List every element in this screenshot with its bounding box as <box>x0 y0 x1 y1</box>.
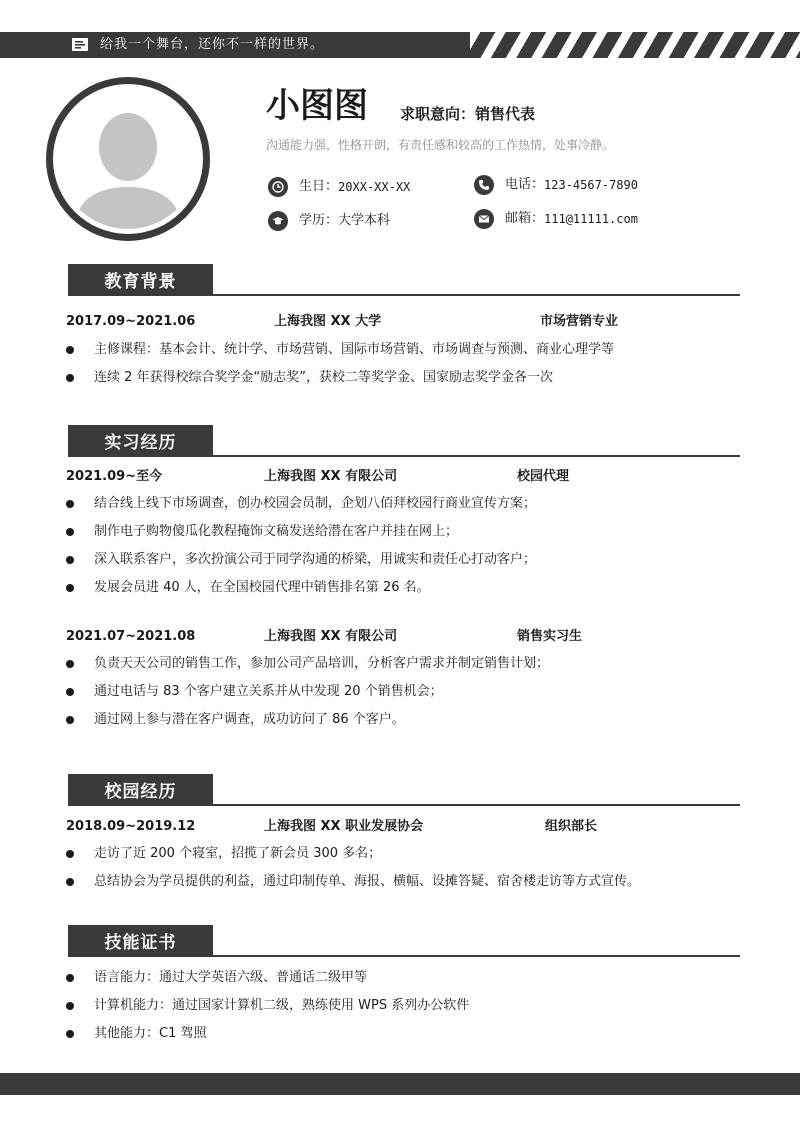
entry-date: 2021.07~2021.08 <box>66 629 196 644</box>
birthday-label: 生日： <box>299 179 339 194</box>
bullet-dot <box>66 374 74 382</box>
email-value: 111@11111.com <box>544 212 638 226</box>
phone-icon <box>474 175 494 195</box>
entry-date: 2021.09~至今 <box>66 469 163 484</box>
entry-organization: 上海我图 XX 有限公司 <box>264 629 398 644</box>
bullet-dot <box>66 556 74 564</box>
bullet-text: 发展会员进 40 人，在全国校园代理中销售排名第 26 名。 <box>94 580 430 595</box>
internship-entry-header <box>66 627 746 647</box>
email-row <box>474 209 638 229</box>
education-entry-header <box>66 312 746 332</box>
bullet-text: 深入联系客户，多次扮演公司于同学沟通的桥梁，用诚实和责任心打动客户； <box>94 552 537 567</box>
bullet-dot <box>66 346 74 354</box>
bullet-dot <box>66 1030 74 1038</box>
phone-label: 电话： <box>505 177 545 192</box>
bullet-dot <box>66 1002 74 1010</box>
profile-summary: 沟通能力强，性格开朗，有责任感和较高的工作热情，处事冷静。 <box>266 138 615 152</box>
education-value: 大学本科 <box>338 213 391 228</box>
entry-role: 市场营销专业 <box>540 314 619 329</box>
mail-icon <box>474 209 494 229</box>
entry-date: 2017.09~2021.06 <box>66 314 196 329</box>
campus-entry-header <box>66 817 746 837</box>
objective-value: 销售代表 <box>475 105 536 123</box>
bottom-bar <box>0 1073 800 1095</box>
clock-icon <box>268 177 288 197</box>
bullet-text: 主修课程：基本会计、统计学、市场营销、国际市场营销、市场调查与预测、商业心理学等 <box>94 342 615 357</box>
birthday-row <box>268 177 410 197</box>
bullet-dot <box>66 716 74 724</box>
entry-organization: 上海我图 XX 有限公司 <box>264 469 398 484</box>
section-title-education: 教育背景 <box>68 264 213 294</box>
slogan: 给我一个舞台，还你不一样的世界。 <box>100 37 325 52</box>
bullet-dot <box>66 850 74 858</box>
phone-row <box>474 175 638 195</box>
entry-role: 校园代理 <box>517 469 570 484</box>
section-title-skills: 技能证书 <box>68 925 213 955</box>
job-objective <box>400 104 535 124</box>
candidate-name: 小图图 <box>266 86 368 126</box>
bullet-text: 制作电子购物傻瓜化教程掩饰文稿发送给潜在客户并挂在网上； <box>94 524 459 539</box>
education-label: 学历： <box>299 213 339 228</box>
email-label: 邮箱： <box>505 211 545 226</box>
banner-stripes <box>470 32 800 58</box>
person-silhouette-icon <box>58 89 198 229</box>
bullet-dot <box>66 528 74 536</box>
bullet-text: 其他能力：C1 驾照 <box>94 1026 207 1041</box>
section-divider <box>68 294 740 296</box>
top-banner <box>0 32 800 58</box>
section-title-internship: 实习经历 <box>68 425 213 455</box>
bullet-text: 连续 2 年获得校综合奖学金“励志奖”，获校二等奖学金、国家励志奖学金各一次 <box>94 370 554 385</box>
graduation-cap-icon <box>268 211 288 231</box>
birthday-value: 20XX-XX-XX <box>338 180 411 194</box>
bullet-dot <box>66 688 74 696</box>
section-divider <box>68 455 740 457</box>
avatar <box>46 77 210 241</box>
entry-date: 2018.09~2019.12 <box>66 819 196 834</box>
section-title-campus: 校园经历 <box>68 774 213 804</box>
section-divider <box>68 955 740 957</box>
bullet-text: 负责天天公司的销售工作，参加公司产品培训，分析客户需求并制定销售计划； <box>94 656 550 671</box>
internship-entry-header <box>66 467 746 487</box>
bullet-dot <box>66 878 74 886</box>
section-divider <box>68 804 740 806</box>
bullet-text: 通过网上参与潜在客户调查，成功访问了 86 个客户。 <box>94 712 405 727</box>
entry-organization: 上海我图 XX 职业发展协会 <box>264 819 424 834</box>
bullet-text: 走访了近 200 个寝室，招揽了新会员 300 多名； <box>94 846 382 861</box>
phone-value: 123-4567-7890 <box>544 178 638 192</box>
bullet-dot <box>66 660 74 668</box>
objective-label: 求职意向： <box>400 105 476 123</box>
entry-organization: 上海我图 XX 大学 <box>274 314 382 329</box>
entry-role: 销售实习生 <box>517 629 583 644</box>
flag-icon <box>72 38 88 51</box>
bullet-dot <box>66 500 74 508</box>
bullet-dot <box>66 974 74 982</box>
bullet-text: 语言能力：通过大学英语六级、普通话二级甲等 <box>94 970 368 985</box>
bullet-text: 计算机能力：通过国家计算机二级，熟练使用 WPS 系列办公软件 <box>94 998 470 1013</box>
bullet-text: 总结协会为学员提供的利益，通过印制传单、海报、横幅、设摊答疑、宿舍楼走访等方式宣传。 <box>94 874 641 889</box>
bullet-text: 通过电话与 83 个客户建立关系并从中发现 20 个销售机会； <box>94 684 443 699</box>
bullet-dot <box>66 584 74 592</box>
entry-role: 组织部长 <box>545 819 598 834</box>
bullet-text: 结合线上线下市场调查，创办校园会员制，企划八佰拜校园行商业宣传方案； <box>94 496 537 511</box>
education-row <box>268 211 390 231</box>
